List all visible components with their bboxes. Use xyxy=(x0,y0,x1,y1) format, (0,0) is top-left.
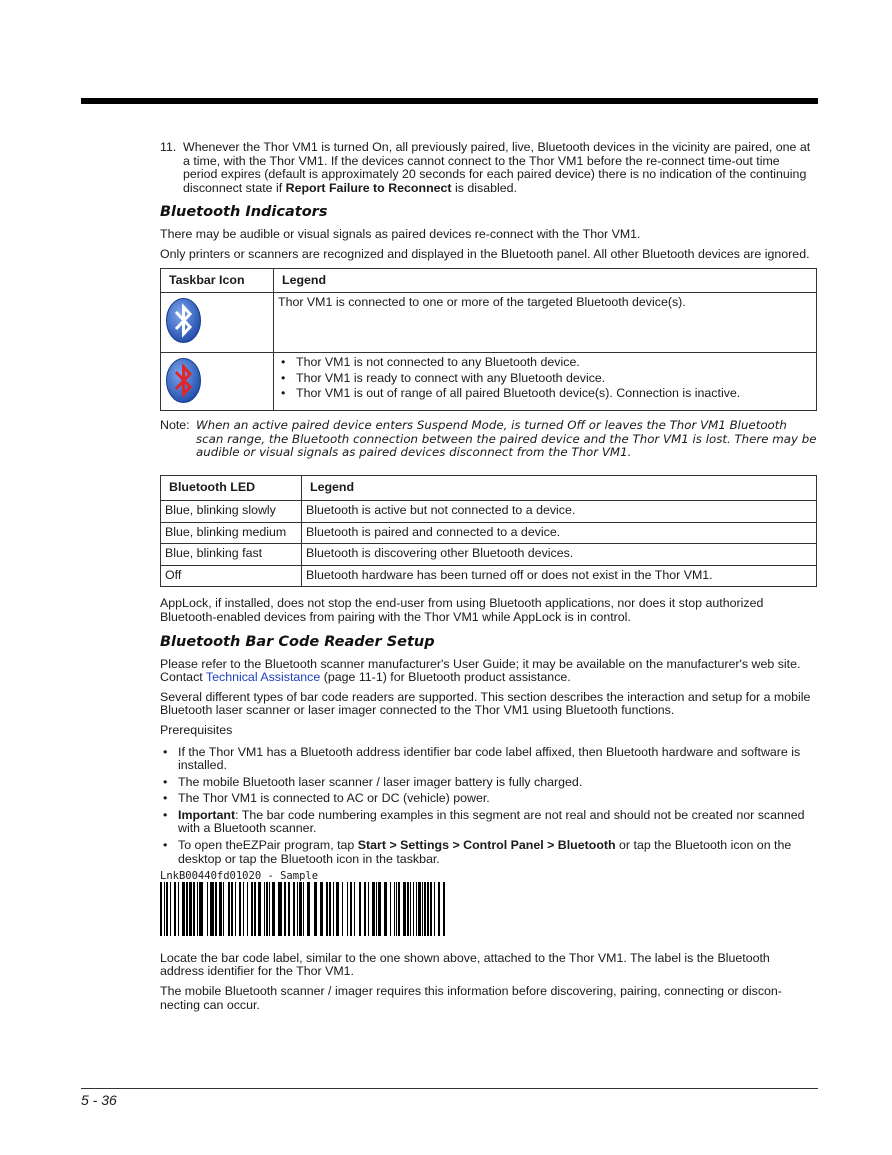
barcode-bar xyxy=(235,882,236,936)
barcode-bar xyxy=(372,882,375,936)
barcode-bar xyxy=(228,882,230,936)
list-item: • The mobile Bluetooth laser scanner / laser imager battery is fully charged. xyxy=(160,776,817,790)
led-legend: Bluetooth is discovering other Bluetooth devices. xyxy=(302,544,817,566)
disconnected-list xyxy=(278,356,812,401)
barcode-bar xyxy=(347,882,348,936)
col-header-legend: Legend xyxy=(274,268,817,293)
barcode-bar xyxy=(247,882,248,936)
list-item: • To open theEZPair program, tap Start > Settings > Control Panel > Bluetooth or tap the Bluetooth icon on the desktop or tap the Bluetooth icon in the taskbar. xyxy=(160,839,817,866)
barcode-bar xyxy=(193,882,195,936)
note-text: When an active paired device enters Suspend Mode, is turned Off or leaves the Thor VM1 Bluetooth scan range, the Bluetooth connection between the paired device and the Thor VM1 is lost. There may be audible or visual signals as paired devices disconnect from the Thor VM1. xyxy=(196,418,817,459)
list-item: • Thor VM1 is not connected to any Bluetooth device. xyxy=(278,356,812,370)
table-header-row xyxy=(161,476,817,501)
barcode-bar xyxy=(438,882,440,936)
barcode-bar xyxy=(434,882,435,936)
barcode-bar xyxy=(186,882,188,936)
numbered-item-11 xyxy=(160,141,817,195)
barcode-bar xyxy=(422,882,423,936)
barcode-bar xyxy=(350,882,352,936)
bluetooth-connected-icon xyxy=(165,297,202,344)
barcode-bar xyxy=(378,882,381,936)
item-text: Whenever the Thor VM1 is turned On, all previously paired, live, Bluetooth devices in the vicinity are paired, one at a time, with the Thor VM1. If the devices cannot connect to the Thor VM1 before the re-connect time-out time period expires (default is approximately 20 seconds for each paired device) there is no indication of the continuing disconnect state if Report Failure to Reconnect is disabled. xyxy=(183,140,811,195)
barcode-bar xyxy=(303,882,304,936)
legend-connected: Thor VM1 is connected to one or more of the targeted Bluetooth device(s). xyxy=(274,293,817,353)
important-label: Important xyxy=(178,807,236,822)
barcode-bar xyxy=(160,882,162,936)
legend-disconnected xyxy=(274,353,817,411)
barcode-bar xyxy=(215,882,217,936)
table-row xyxy=(161,293,817,353)
barcode-bar xyxy=(430,882,432,936)
barcode-bar xyxy=(424,882,426,936)
list-item: • Thor VM1 is ready to connect with any Bluetooth device. xyxy=(278,372,812,386)
col-header-taskbar-icon: Taskbar Icon xyxy=(161,268,274,293)
led-state: Blue, blinking fast xyxy=(161,544,302,566)
header-rule xyxy=(81,98,818,104)
page-content xyxy=(160,141,817,1018)
after-barcode-para-1: Locate the bar code label, similar to the one shown above, attached to the Thor VM1. The label is the Bluetooth address identifier for the Thor VM1. xyxy=(160,950,770,979)
note-label: Note: xyxy=(160,418,190,433)
barcode-image xyxy=(160,882,450,936)
barcode-bar xyxy=(364,882,366,936)
barcode-bar xyxy=(342,882,343,936)
indicators-para-1: There may be audible or visual signals as paired devices re-connect with the Thor VM1. xyxy=(160,227,641,242)
barcode-bar xyxy=(182,882,185,936)
page-number: 5 - 36 xyxy=(81,1092,117,1108)
barcode-bar xyxy=(413,882,414,936)
bluetooth-indicators-heading: Bluetooth Indicators xyxy=(160,204,328,221)
settings-path: Start > Settings > Control Panel > Bluetooth xyxy=(357,838,616,853)
bluetooth-disconnected-icon xyxy=(165,357,202,404)
barcode-bar xyxy=(320,882,323,936)
bar-code-reader-setup-heading: Bluetooth Bar Code Reader Setup xyxy=(160,633,435,650)
barcode-bar xyxy=(398,882,400,936)
barcode-bar xyxy=(266,882,268,936)
barcode-bar xyxy=(243,882,244,936)
prerequisites-list xyxy=(160,746,817,867)
barcode-bar xyxy=(354,882,355,936)
barcode-bar xyxy=(394,882,395,936)
barcode-sample xyxy=(160,870,817,940)
led-state: Blue, blinking slowly xyxy=(161,500,302,522)
technical-assistance-link[interactable]: Technical Assistance xyxy=(205,670,321,685)
barcode-bar xyxy=(166,882,168,936)
led-legend: Bluetooth hardware has been turned off or does not exist in the Thor VM1. xyxy=(302,565,817,587)
barcode-bar xyxy=(359,882,361,936)
item-number: 11. xyxy=(160,140,177,154)
icon-cell xyxy=(161,293,274,353)
barcode-bar xyxy=(368,882,369,936)
barcode-bar xyxy=(333,882,334,936)
barcode-bar xyxy=(403,882,406,936)
barcode-bar xyxy=(251,882,253,936)
table-row xyxy=(161,544,817,566)
barcode-bar xyxy=(314,882,317,936)
barcode-bar xyxy=(297,882,298,936)
barcode-bar xyxy=(170,882,171,936)
barcode-bar xyxy=(410,882,411,936)
led-state: Off xyxy=(161,565,302,587)
barcode-bar xyxy=(258,882,261,936)
table-header-row xyxy=(161,268,817,293)
table-row xyxy=(161,522,817,544)
col-header-bluetooth-led: Bluetooth LED xyxy=(161,476,302,501)
barcode-bar xyxy=(174,882,176,936)
barcode-bar xyxy=(407,882,409,936)
barcode-bar xyxy=(376,882,377,936)
note-block xyxy=(160,419,817,459)
barcode-bar xyxy=(223,882,224,936)
table-row xyxy=(161,500,817,522)
barcode-bar xyxy=(164,882,165,936)
barcode-bar xyxy=(329,882,331,936)
list-item: • If the Thor VM1 has a Bluetooth address identifier bar code label affixed, then Bluetooth hardware and software is installed. xyxy=(160,746,817,773)
barcode-bar xyxy=(427,882,429,936)
led-legend: Bluetooth is paired and connected to a device. xyxy=(302,522,817,544)
barcode-bar xyxy=(418,882,421,936)
after-barcode-para-2: The mobile Bluetooth scanner / imager requires this information before discovering, pairing, connecting or discon-necting can occur. xyxy=(160,984,782,1012)
barcode-bar xyxy=(199,882,203,936)
barcode-bar xyxy=(288,882,290,936)
barcode-bar xyxy=(293,882,295,936)
applock-para: AppLock, if installed, does not stop the end-user from using Bluetooth applications, nor does it stop authorized Bluetooth-enabled devices from pairing with the Thor VM1 while AppLock is in control. xyxy=(160,596,764,624)
barcode-bar xyxy=(269,882,270,936)
barcode-bar xyxy=(307,882,310,936)
barcode-bar xyxy=(443,882,445,936)
barcode-bar xyxy=(384,882,387,936)
barcode-bar xyxy=(390,882,391,936)
icon-cell xyxy=(161,353,274,411)
list-item: • The Thor VM1 is connected to AC or DC (vehicle) power. xyxy=(160,792,817,806)
footer-rule xyxy=(81,1088,818,1089)
bluetooth-led-table xyxy=(160,475,817,587)
barcode-bar xyxy=(264,882,265,936)
barcode-bar xyxy=(254,882,256,936)
barcode-bar xyxy=(189,882,192,936)
barcode-bar xyxy=(284,882,286,936)
barcode-bar xyxy=(299,882,302,936)
barcode-bar xyxy=(231,882,233,936)
indicators-para-2: Only printers or scanners are recognized and displayed in the Bluetooth panel. All other Bluetooth devices are ignored. xyxy=(160,246,810,261)
prerequisites-label: Prerequisites xyxy=(160,722,233,737)
barcode-bar xyxy=(396,882,397,936)
setup-para-2: Several different types of bar code readers are supported. This section describes the interaction and setup for a mobile Bluetooth laser scanner or laser imager connected to the Thor VM1 using Bluetooth functions. xyxy=(160,689,811,718)
barcode-bar xyxy=(239,882,241,936)
barcode-caption: LnkB00440fd01020 - Sample xyxy=(160,870,319,883)
table-row xyxy=(161,565,817,587)
barcode-bar xyxy=(197,882,198,936)
barcode-bar xyxy=(336,882,339,936)
led-legend: Bluetooth is active but not connected to a device. xyxy=(302,500,817,522)
list-item: • Thor VM1 is out of range of all paired Bluetooth device(s). Connection is inactive. xyxy=(278,387,812,401)
led-state: Blue, blinking medium xyxy=(161,522,302,544)
list-item: • Important: The bar code numbering examples in this segment are not real and should not be created nor scanned with a Bluetooth scanner. xyxy=(160,809,817,836)
setup-para-1: Please refer to the Bluetooth scanner manufacturer's User Guide; it may be available on the manufacturer's web site. Contact Technical Assistance (page 11-1) for Bluetooth product assistance. xyxy=(160,656,801,685)
barcode-bar xyxy=(278,882,282,936)
col-header-legend: Legend xyxy=(302,476,817,501)
report-failure-term: Report Failure to Reconnect xyxy=(285,180,452,195)
barcode-bar xyxy=(272,882,275,936)
barcode-bar xyxy=(210,882,214,936)
barcode-bar xyxy=(416,882,417,936)
barcode-bar xyxy=(326,882,328,936)
taskbar-icon-table xyxy=(160,268,817,412)
barcode-bar xyxy=(219,882,222,936)
barcode-bar xyxy=(207,882,208,936)
barcode-bar xyxy=(178,882,179,936)
table-row xyxy=(161,353,817,411)
